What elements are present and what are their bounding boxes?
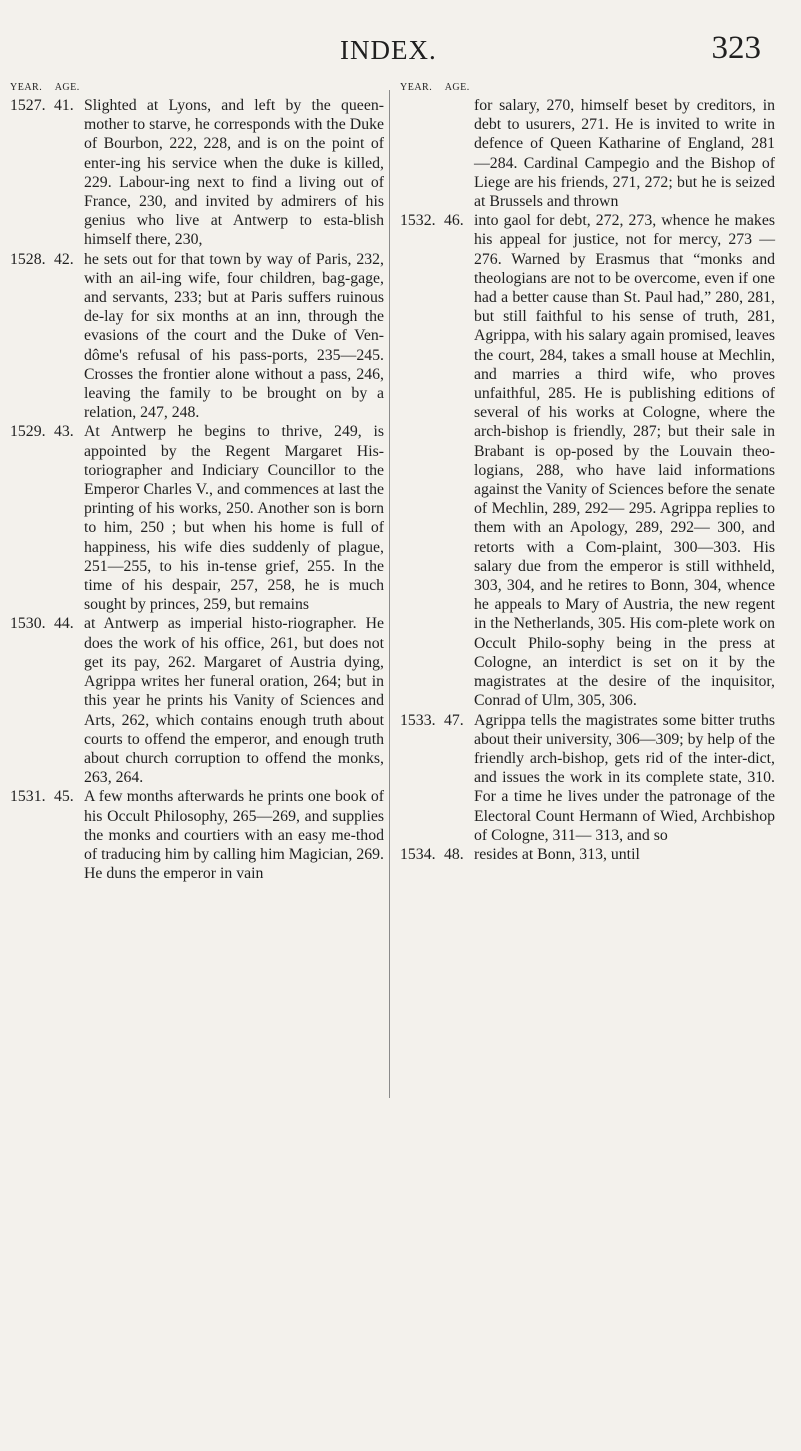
entry-text: for salary, 270, himself beset by creditors, in debt to usurers, 271. He is invited to write in defence of Queen Katharine of England, 281 —284. Cardinal Campegio and the Bishop of Liege are his friends, 271, 272; but he is seized at Brussels and thrown <box>474 97 775 211</box>
column-header <box>10 80 384 96</box>
age-header: AGE. <box>444 82 470 93</box>
age-header: AGE. <box>54 82 80 93</box>
entry-year: 1527. <box>10 97 46 114</box>
entry-age: 41. <box>54 97 74 114</box>
entry-year: 1530. <box>10 615 46 633</box>
entry-text: he sets out for that town by way of Paris, 232, with an ail-ing wife, four children, bag-gage, and servants, 233; but at Paris suffers ruinous de-lay for six months at an inn, through the evasions of the court and the Duke of Ven-dôme's refusal of his pass-ports, 235—245. Crosses the frontier alone without a pass, 246, leaving the family to be brought on by a relation, 247, 248. <box>84 250 384 422</box>
entry-year: 1534. <box>400 845 436 863</box>
right-column <box>400 80 775 864</box>
entry-year <box>400 96 444 211</box>
running-title: INDEX. <box>340 35 437 65</box>
index-entry-continued <box>400 96 775 211</box>
entry-age: 45. <box>54 788 74 806</box>
column-divider <box>389 90 390 1098</box>
index-entry <box>10 614 384 787</box>
index-entry <box>10 250 384 423</box>
entry-text: Agrippa tells the magistrates some bitter truths about their university, 306—309; by help of the friendly arch-bishop, gets rid of the inter-dict, and issues the work in its complete state, 310. For a time he lives under the patronage of the Electoral Count Hermann of Wied, Archbishop of Cologne, 311— 313, and so <box>474 711 775 844</box>
left-column <box>10 80 384 883</box>
entry-age: 47. <box>444 711 464 729</box>
column-header <box>400 80 775 96</box>
entry-age: 42. <box>54 250 74 268</box>
entry-text: A few months afterwards he prints one book of his Occult Philosophy, 265—269, and supplies the monks and courtiers with an easy me-thod of traducing him by calling him Magician, 269. He duns the emperor in vain <box>84 788 384 883</box>
entry-text: resides at Bonn, 313, until <box>474 845 640 863</box>
index-entry <box>10 787 384 883</box>
year-header: YEAR. <box>400 82 433 93</box>
entry-age: 44. <box>54 615 74 633</box>
entry-age: 46. <box>444 212 464 230</box>
running-head <box>0 0 801 80</box>
entry-year: 1528. <box>10 250 46 268</box>
entry-age: 43. <box>54 423 74 441</box>
entry-year: 1529. <box>10 423 46 441</box>
entry-text: into gaol for debt, 272, 273, whence he makes his appeal for justice, not for mercy, 273 —276. Warned by Erasmus that “monks and theologians are not to be overcome, even if one had a better cause than St. Paul had,” 280, 281, but still faithful to his sense of truth, 281, Agrippa, with his salary again promised, leaves the court, 284, takes a small house at Mechlin, and marries a third wife, who proves unfaithful, 285. He is publishing editions of several of his works at Cologne, where the arch-bishop is friendly, 287; but their sale in Brabant is op-posed by the Louvain theo-logians, 288, who have laid informations against the Vanity of Sciences before the senate of Mechlin, 289, 292— 295. Agrippa replies to them with an Apology, 289, 292— 300, and retorts with a Com-plaint, 300—303. His salary due from the emperor is still withheld, 303, 304, and he retires to Bonn, 304, whence he appeals to Mary of Austria, the new regent in the Netherlands, 305. His com-plete work on Occult Philo-sophy being in the press at Cologne, an interdict is set on it by the magistrates at the desire of the inquisitor, Conrad of Ulm, 305, 306. <box>474 212 775 710</box>
index-entry <box>400 711 775 845</box>
year-header: YEAR. <box>10 82 43 93</box>
index-entry <box>10 96 384 250</box>
index-entry <box>400 845 775 864</box>
index-entry <box>400 211 775 710</box>
entry-year: 1531. <box>10 788 46 806</box>
index-entry <box>10 422 384 614</box>
entry-text: At Antwerp he begins to thrive, 249, is appointed by the Regent Margaret His-toriographer and Indiciary Councillor to the Emperor Charles V., and commences at last the printing of his works, 250. Another son is born to him, 250 ; but when his home is full of happiness, his wife dies suddenly of plague, 251—255, to his in-tense grief, 255. In the time of his despair, 257, 258, he is much sought by princes, 259, but remains <box>84 423 384 614</box>
entry-text: at Antwerp as imperial histo-riographer. He does the work of his office, 261, but does not get its pay, 262. Margaret of Austria dying, Agrippa writes her funeral oration, 264; but in this year he prints his Vanity of Sciences and Arts, 262, which contains enough truth about courts to offend the emperor, and enough truth about church corruption to offend the monks, 263, 264. <box>84 615 384 787</box>
entry-age <box>444 96 474 211</box>
entry-year: 1533. <box>400 711 436 729</box>
entry-year: 1532. <box>400 212 436 230</box>
page-number: 323 <box>711 30 761 66</box>
entry-age: 48. <box>444 845 464 863</box>
entry-text: Slighted at Lyons, and left by the queen-mother to starve, he corresponds with the Duke of Bourbon, 222, 228, and is on the point of enter-ing his service when the duke is killed, 229. Labour-ing next to find a living out of France, 230, and invited by admirers of his genius who live at Antwerp to esta-blish himself there, 230, <box>84 97 384 249</box>
